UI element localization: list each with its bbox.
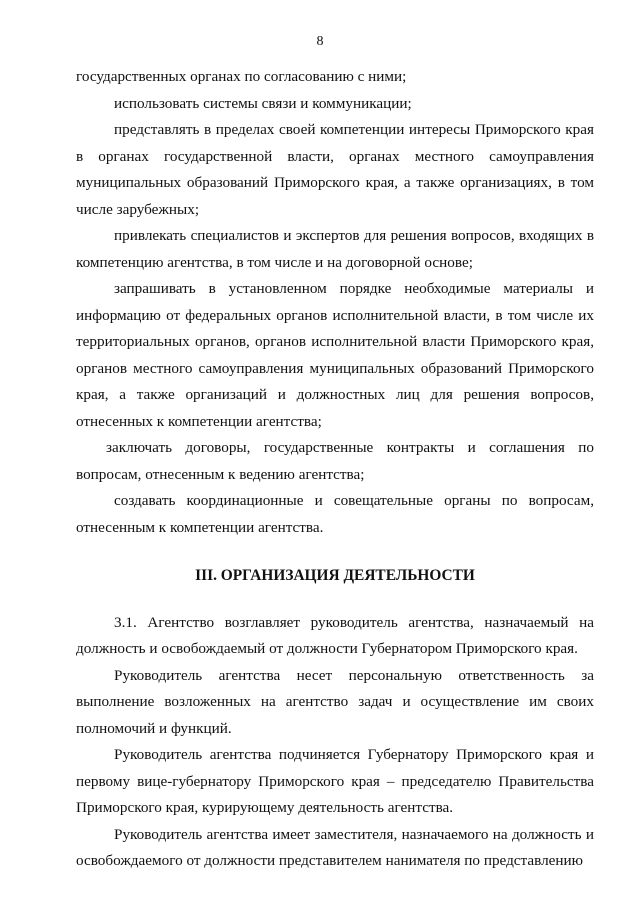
paragraph: представлять в пределах своей компетенции интересы Приморского края в органах государственной власти, органах местного самоуправления муниципальных образований Приморского края, а также организациях, в том числе зарубежных;: [76, 121, 594, 218]
paragraph: заключать договоры, государственные контракты и соглашения по вопросам, отнесенным к ведению агентства;: [76, 439, 594, 483]
document-body: [76, 64, 594, 875]
paragraph: Руководитель агентства подчиняется Губернатору Приморского края и первому вице-губернатору Приморского края – председателю Правительства Приморского края, курирующему деятельность агентства.: [76, 746, 594, 816]
paragraph: создавать координационные и совещательные органы по вопросам, отнесенным к компетенции агентства.: [76, 492, 594, 536]
paragraph: привлекать специалистов и экспертов для решения вопросов, входящих в компетенцию агентства, в том числе и на договорной основе;: [76, 227, 594, 271]
paragraph: Руководитель агентства несет персональную ответственность за выполнение возложенных на агентство задач и осуществление им своих полномочий и функций.: [76, 666, 594, 737]
page-number: 8: [316, 34, 324, 49]
paragraph: использовать системы связи и коммуникации;: [114, 94, 412, 112]
paragraph: запрашивать в установленном порядке необходимые материалы и информацию от федеральных органов исполнительной власти, в том числе их территориальных органов, органов исполнительной власти Приморского края, органов местного самоуправления муниципальных образований Приморского края, а также организаций и должностных лиц для решения вопросов, отнесенных к компетенции агентства;: [76, 280, 594, 430]
paragraph: государственных органах по согласованию с ними;: [76, 68, 407, 85]
paragraph: Руководитель агентства имеет заместителя, назначаемого на должность и освобождаемого от должности представителем нанимателя по представлению: [76, 825, 594, 869]
section-heading: III. ОРГАНИЗАЦИЯ ДЕЯТЕЛЬНОСТИ: [195, 567, 475, 584]
paragraph: 3.1. Агентство возглавляет руководитель агентства, назначаемый на должность и освобождаемый от должности Губернатором Приморского края.: [76, 613, 594, 657]
